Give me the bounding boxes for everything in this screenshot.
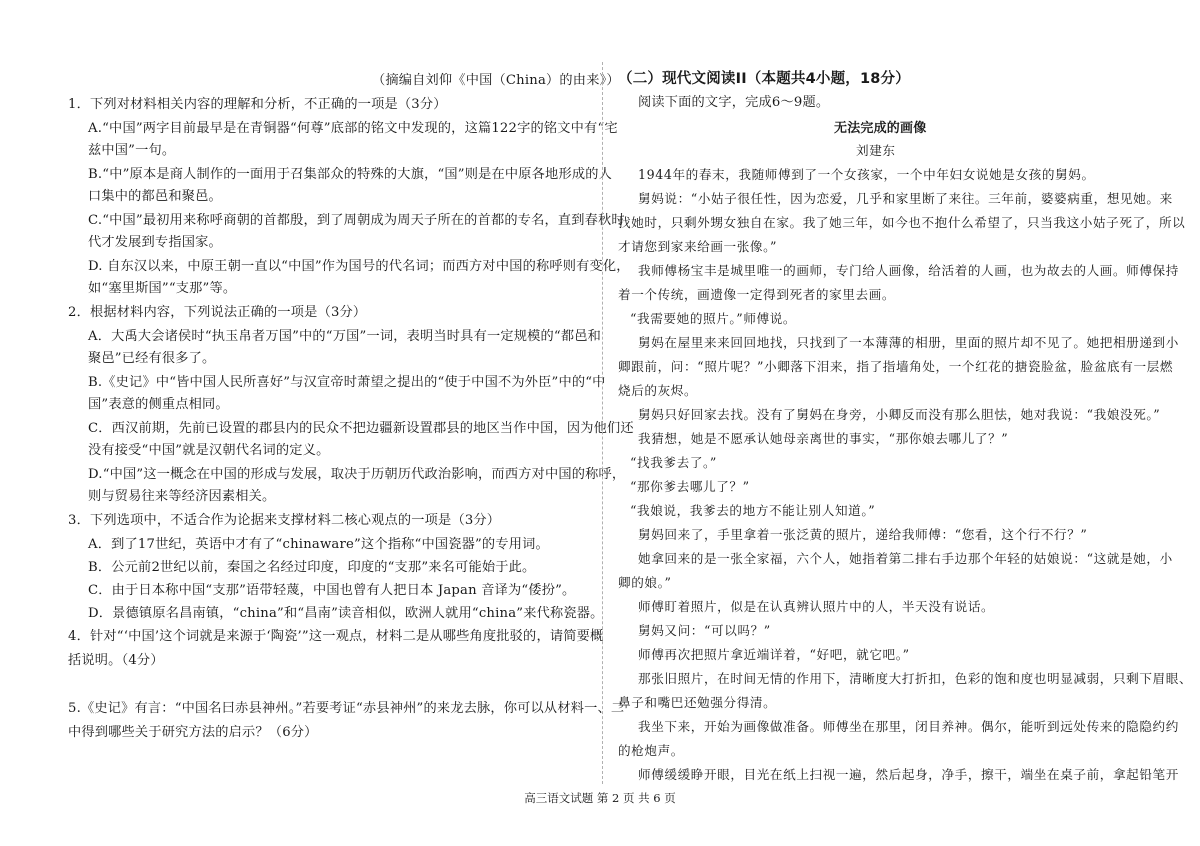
page-footer: 高三语文试题 第 2 页 共 6 页 bbox=[524, 791, 676, 805]
paragraph: 我猜想，她是不愿承认她母亲离世的事实，“那你娘去哪儿了？” bbox=[638, 431, 1009, 446]
q1-option-c-line2: 代才发展到专指国家。 bbox=[88, 235, 222, 250]
paragraph: 舅妈又问：“可以吗？” bbox=[638, 623, 771, 638]
story-author: 刘建东 bbox=[856, 143, 896, 158]
reading-instruction: 阅读下面的文字，完成6～9题。 bbox=[638, 95, 830, 110]
paragraph: “我娘说，我爹去的地方不能让别人知道。” bbox=[630, 503, 876, 518]
q1-option-a-line1: A.“中国”两字目前最早是在青铜器“何尊”底部的铭文中发现的，这篇122字的铭文中有“宅 bbox=[88, 121, 618, 136]
q2-option-a-line1: A．大禹大会诸侯时“执玉帛者万国”中的“万国”一词，表明当时具有一定规模的“都邑和 bbox=[88, 329, 601, 344]
q1-option-d-line2: 如“塞里斯国”“支那”等。 bbox=[88, 281, 237, 296]
q3-option-a: A．到了17世纪，英语中才有了“chinaware”这个指称“中国瓷器”的专用词。 bbox=[88, 537, 549, 552]
question-5-line2: 中得到哪些关于研究方法的启示？（6分） bbox=[68, 725, 318, 740]
paragraph-cont: 烧后的灰烬。 bbox=[618, 383, 698, 398]
paragraph: 舅妈说：“小姑子很任性，因为恋爱，几乎和家里断了来往。三年前，婆婆病重，想见她。来 bbox=[638, 191, 1173, 206]
paragraph: 我师傅杨宝丰是城里唯一的画师，专门给人画像，给活着的人画，也为故去的人画。师傅保持 bbox=[638, 263, 1179, 278]
q3-option-b: B．公元前2世纪以前，秦国之名经过印度，印度的“支那”来名可能始于此。 bbox=[88, 560, 536, 575]
paragraph: 舅妈回来了，手里拿着一张泛黄的照片，递给我师傅：“您看，这个行不行？” bbox=[638, 527, 1088, 542]
section-heading: （二）现代文阅读II（本题共4小题，18分） bbox=[618, 71, 910, 87]
question-1-stem: 1．下列对材料相关内容的理解和分析，不正确的一项是（3分） bbox=[68, 97, 447, 112]
paragraph-cont: 卿的娘。” bbox=[618, 575, 672, 590]
q2-option-d-line2: 则与贸易往来等经济因素相关。 bbox=[88, 489, 276, 504]
q3-option-c: C．由于日本称中国“支那”语带轻蔑，中国也曾有人把日本 Japan 音译为“倭扮”。 bbox=[88, 583, 576, 598]
paragraph: “我需要她的照片。”师傅说。 bbox=[630, 311, 797, 326]
q2-option-b-line2: 国”表意的侧重点相同。 bbox=[88, 397, 229, 412]
q1-option-b-line1: B.“中”原本是商人制作的一面用于召集部众的特殊的大旗，“国”则是在中原各地形成的人 bbox=[88, 167, 612, 182]
q2-option-b-line1: B.《史记》中“皆中国人民所喜好”与汉宣帝时萧望之提出的“使于中国不为外臣”中的“中 bbox=[88, 375, 606, 390]
paragraph: 舅妈在屋里来来回回地找，只找到了一本薄薄的相册，里面的照片却不见了。她把相册递到小 bbox=[638, 335, 1179, 350]
q1-option-d-line1: D. 自东汉以来，中原王朝一直以“中国”作为国号的代名词；而西方对中国的称呼则有变化， bbox=[88, 259, 630, 274]
paragraph: “那你爹去哪儿了？” bbox=[630, 479, 750, 494]
q2-option-c-line1: C．西汉前期，先前已设置的郡县内的民众不把边疆新设置郡县的地区当作中国，因为他们还 bbox=[88, 421, 634, 436]
q1-option-c-line1: C.“中国”最初用来称呼商朝的首都殷，到了周朝成为周天子所在的首都的专名，直到春秋时 bbox=[88, 213, 625, 228]
q1-option-a-line2: 兹中国”一句。 bbox=[88, 143, 176, 158]
paragraph: “找我爹去了。” bbox=[630, 455, 717, 470]
story-title: 无法完成的画像 bbox=[834, 121, 927, 136]
column-divider bbox=[602, 62, 603, 784]
q2-option-c-line2: 没有接受“中国”就是汉朝代名词的定义。 bbox=[88, 443, 330, 458]
q2-option-a-line2: 聚邑”已经有很多了。 bbox=[88, 351, 216, 366]
question-4-line1: 4．针对“‘中国’这个词就是来源于‘陶瓷’”这一观点，材料二是从哪些角度批驳的，请简要概 bbox=[68, 629, 604, 644]
paragraph-cont: 卿跟前，问：“照片呢？”小卿落下泪来，指了指墙角处，一个红花的搪瓷脸盆，脸盆底有一层燃 bbox=[618, 359, 1174, 374]
q1-option-b-line2: 口集中的都邑和聚邑。 bbox=[88, 189, 222, 204]
q3-option-d: D．景德镇原名昌南镇，“china”和“昌南”读音相似，欧洲人就用“china”来代称瓷器。 bbox=[88, 606, 604, 621]
paragraph: 那张旧照片，在时间无情的作用下，清晰度大打折扣，色彩的饱和度也明显减弱，只剩下眉眼、 bbox=[638, 671, 1193, 686]
paragraph: 师傅缓缓睁开眼，目光在纸上扫视一遍，然后起身，净手，擦干，端坐在桌子前，拿起铅笔开 bbox=[638, 767, 1179, 782]
paragraph-cont: 的枪炮声。 bbox=[618, 743, 684, 758]
source-citation: （摘编自刘仰《中国（China）的由来》） bbox=[372, 73, 620, 88]
paragraph-cont: 着一个传统，画遗像一定得到死者的家里去画。 bbox=[618, 287, 896, 302]
paragraph: 舅妈只好回家去找。没有了舅妈在身旁，小卿反而没有那么胆怯，她对我说：“我娘没死。” bbox=[638, 407, 1161, 422]
question-2-stem: 2．根据材料内容，下列说法正确的一项是（3分） bbox=[68, 305, 367, 320]
paragraph-cont: 鼻子和嘴巴还勉强分得清。 bbox=[618, 695, 777, 710]
paragraph: 师傅再次把照片拿近端详着，“好吧，就它吧。” bbox=[638, 647, 910, 662]
paragraph: 师傅盯着照片，似是在认真辨认照片中的人，半天没有说话。 bbox=[638, 599, 995, 614]
paragraph: 1944年的春末，我随师傅到了一个女孩家，一个中年妇女说她是女孩的舅妈。 bbox=[638, 167, 1095, 182]
question-5-line1: 5.《史记》有言：“中国名曰赤县神州。”若要考证“赤县神州”的来龙去脉，你可以从材料一、二 bbox=[68, 701, 625, 716]
paragraph-cont: 找她时，只剩外甥女独自在家。我了她三年，如今也不抱什么希望了，只当我这小姑子死了，所以 bbox=[618, 215, 1186, 230]
question-3-stem: 3．下列选项中，不适合作为论据来支撑材料二核心观点的一项是（3分） bbox=[68, 513, 501, 528]
q2-option-d-line1: D.“中国”这一概念在中国的形成与发展，取决于历朝历代政治影响，而西方对中国的称呼， bbox=[88, 467, 626, 482]
question-4-line2: 括说明。（4分） bbox=[68, 653, 164, 668]
paragraph: 我坐下来，开始为画像做准备。师傅坐在那里，闭目养神。偶尔，能听到远处传来的隐隐约约 bbox=[638, 719, 1179, 734]
paragraph-cont: 才请您到家来给画一张像。” bbox=[618, 239, 778, 254]
paragraph: 她拿回来的是一张全家福，六个人，她指着第二排右手边那个年轻的姑娘说：“这就是她，小 bbox=[638, 551, 1173, 566]
